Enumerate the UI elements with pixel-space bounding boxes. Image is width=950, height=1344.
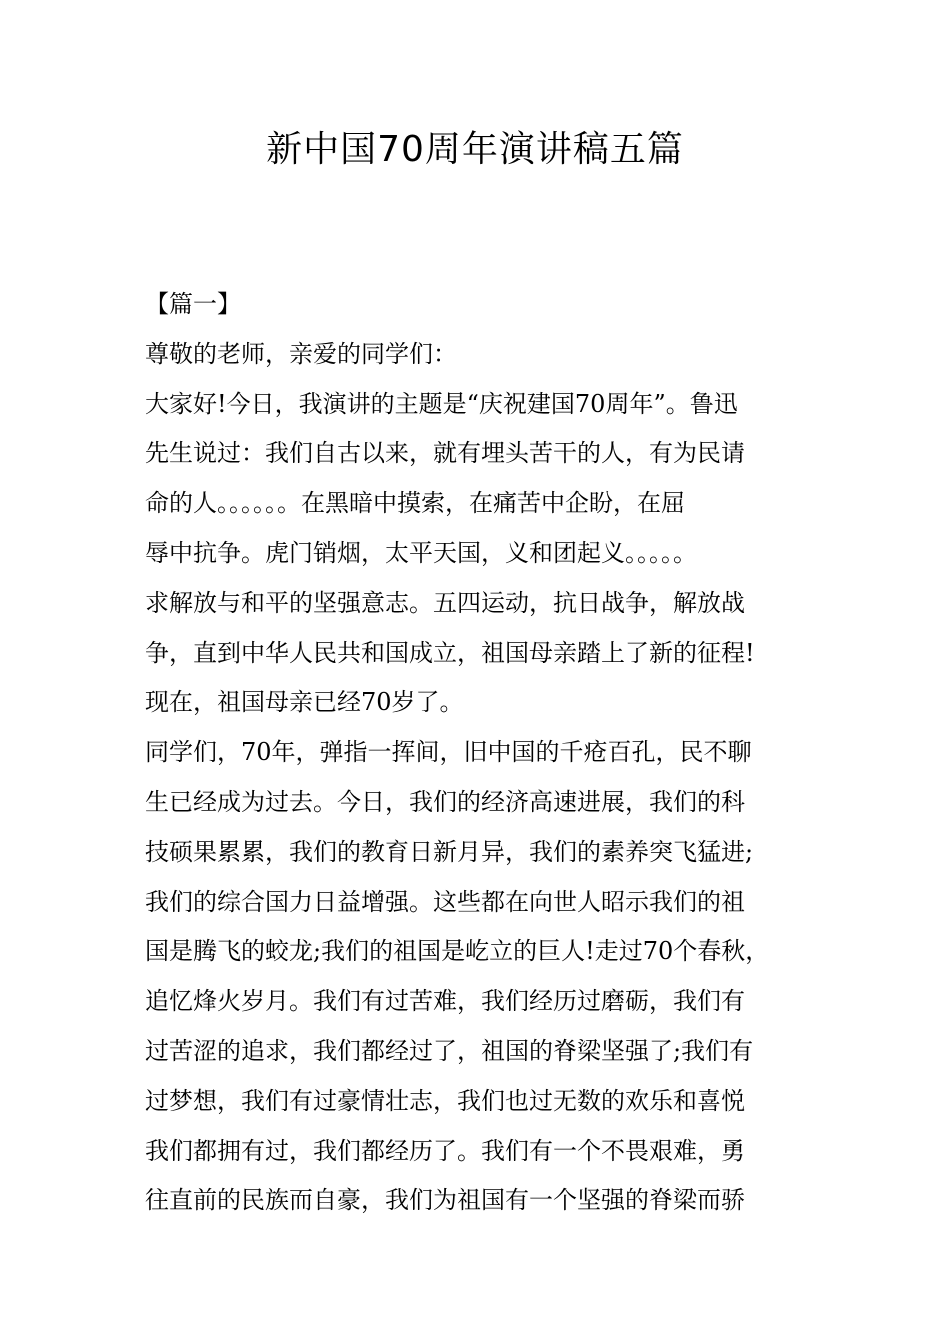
text-line: 现在，祖国母亲已经70岁了。 bbox=[145, 688, 464, 717]
text-line: 求解放与和平的坚强意志。五四运动，抗日战争，解放战 bbox=[145, 588, 745, 617]
text-line: 往直前的民族而自豪，我们为祖国有一个坚强的脊梁而骄 bbox=[145, 1186, 745, 1215]
document-body bbox=[145, 280, 845, 1226]
text-line: 命的人。。。。。。在黑暗中摸索，在痛苦中企盼，在屈 bbox=[145, 489, 685, 518]
salutation-line: 尊敬的老师，亲爱的同学们： bbox=[145, 339, 457, 368]
text-line: 过梦想，我们有过豪情壮志，我们也过无数的欢乐和喜悦 bbox=[145, 1086, 745, 1115]
text-line: 大家好!今日，我演讲的主题是“庆祝建国70周年”。鲁迅 bbox=[145, 389, 738, 418]
text-line: 生已经成为过去。今日，我们的经济高速进展，我们的科 bbox=[145, 787, 745, 816]
text-line: 我们都拥有过，我们都经历了。我们有一个不畏艰难，勇 bbox=[145, 1136, 745, 1165]
text-line: 过苦涩的追求，我们都经过了，祖国的脊梁坚强了;我们有 bbox=[145, 1036, 754, 1065]
document-title: 新中国70周年演讲稿五篇 bbox=[266, 129, 684, 170]
text-line: 我们的综合国力日益增强。这些都在向世人昭示我们的祖 bbox=[145, 887, 745, 916]
text-line: 先生说过：我们自古以来，就有埋头苦干的人，有为民请 bbox=[145, 439, 745, 468]
text-line: 辱中抗争。虎门销烟，太平天国，义和团起义。。。。。 bbox=[145, 538, 697, 567]
text-line: 争，直到中华人民共和国成立，祖国母亲踏上了新的征程! bbox=[145, 638, 755, 667]
section-heading: 【篇一】 bbox=[145, 290, 241, 318]
text-line: 技硕果累累，我们的教育日新月异，我们的素养突飞猛进; bbox=[145, 837, 754, 866]
text-line: 国是腾飞的蛟龙;我们的祖国是屹立的巨人!走过70个春秋， bbox=[145, 937, 770, 966]
text-line: 同学们，70年，弹指一挥间，旧中国的千疮百孔，民不聊 bbox=[145, 738, 752, 767]
text-line: 追忆烽火岁月。我们有过苦难，我们经历过磨砺，我们有 bbox=[145, 987, 745, 1016]
